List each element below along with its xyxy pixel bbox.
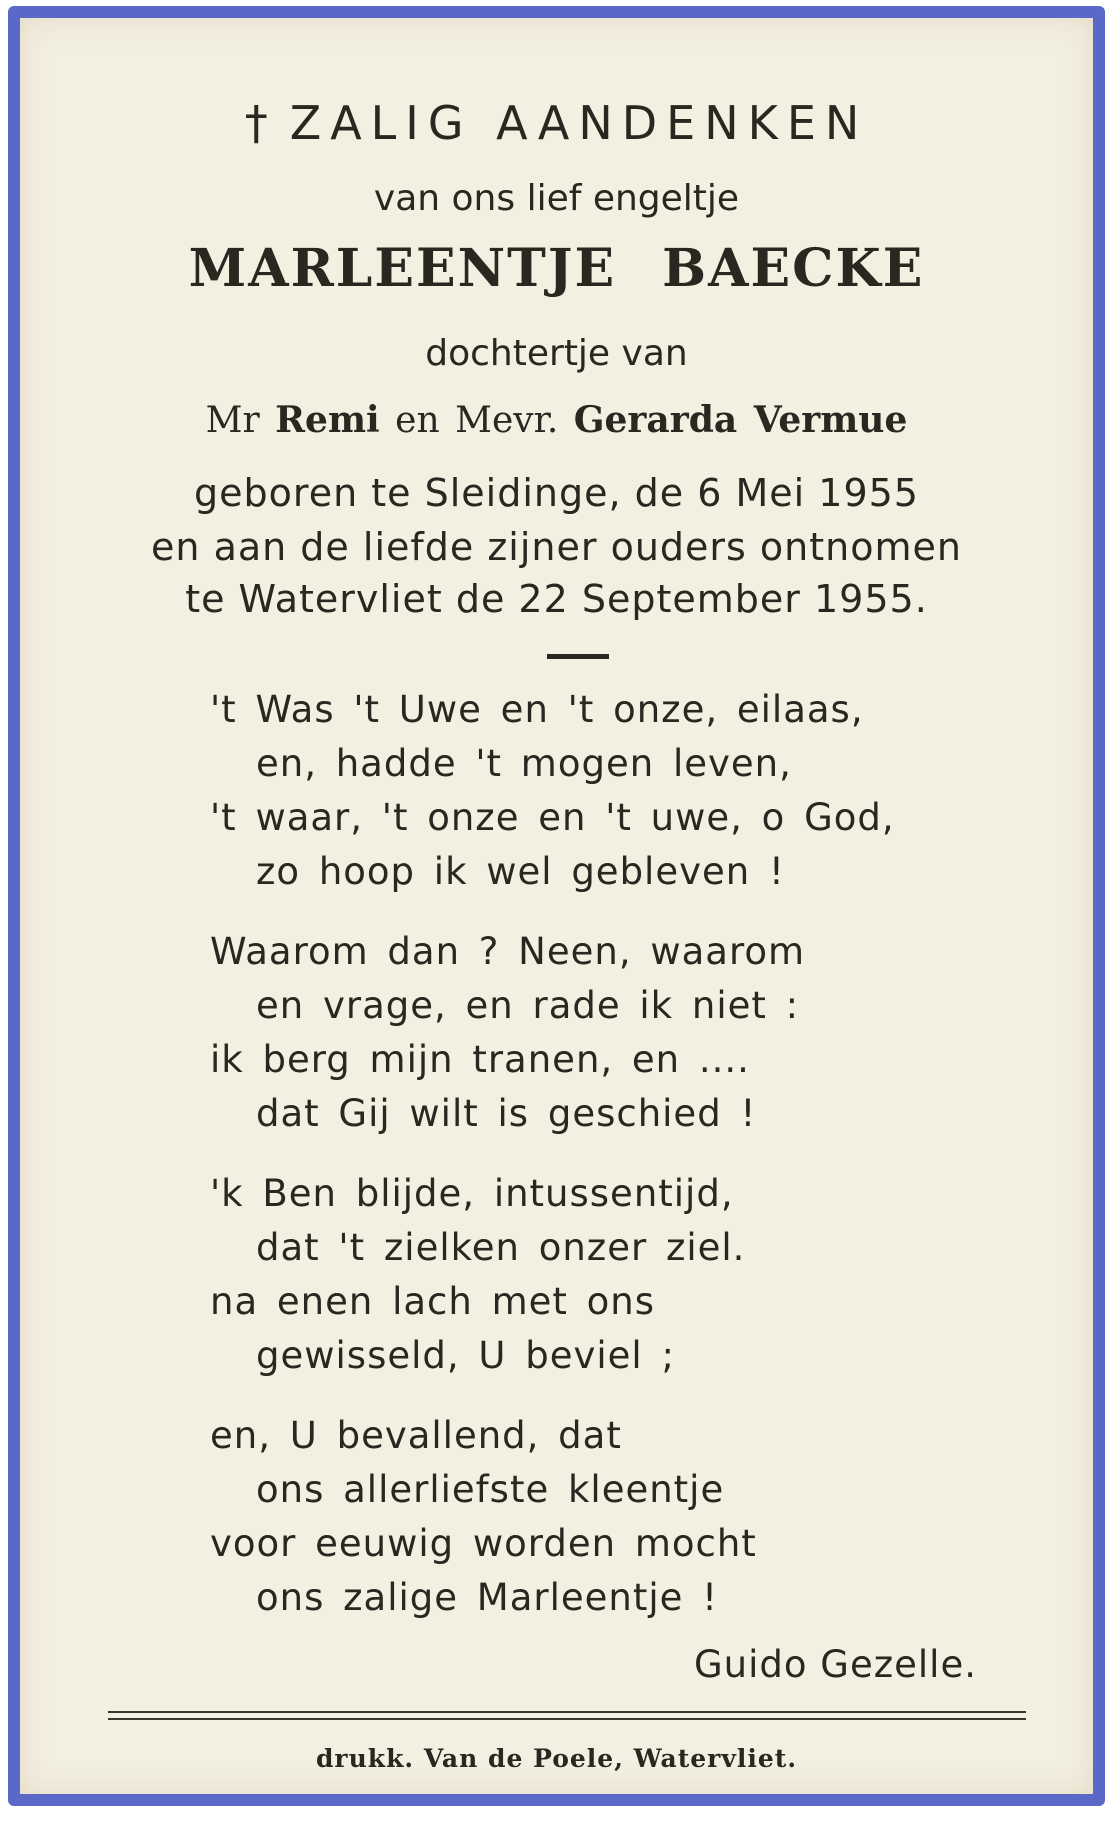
poem-line: dat Gij wilt is geschied ! — [256, 1092, 757, 1135]
poem-line: ons allerliefste kleentje — [256, 1468, 725, 1511]
printer-credit: drukk. Van de Poele, Watervliet. — [315, 1744, 798, 1773]
parent-prefix-mr: Mr — [205, 400, 260, 441]
card-subtitle: van ons lief engeltje — [373, 178, 740, 219]
footer-rule-bottom — [108, 1718, 1026, 1720]
birth-info: geboren te Sleidinge, de 6 Mei 1955 — [194, 471, 919, 515]
poem-stanza — [210, 683, 895, 899]
poem-stanza — [210, 1167, 895, 1383]
poem-stanza — [210, 1409, 895, 1625]
heading-text: ZALIG AANDENKEN — [289, 96, 869, 150]
poem-line: gewisseld, U beviel ; — [256, 1334, 675, 1377]
poem-line: ik berg mijn tranen, en .... — [210, 1038, 750, 1081]
poem-line: en, U bevallend, dat — [210, 1414, 622, 1457]
poem-line: 't waar, 't onze en 't uwe, o God, — [210, 796, 895, 839]
mother-name: Gerarda Vermue — [573, 399, 908, 441]
death-place-info: te Watervliet de 22 September 1955. — [185, 577, 928, 621]
father-name: Remi — [275, 399, 380, 441]
poem — [210, 683, 895, 1651]
poem-line: 't Was 't Uwe en 't onze, eilaas, — [210, 688, 864, 731]
parent-prefix-mevr: Mevr. — [455, 400, 559, 441]
poem-author: Guido Gezelle. — [694, 1643, 977, 1686]
parents-conjunction: en — [395, 400, 440, 441]
poem-line: ons zalige Marleentje ! — [256, 1576, 719, 1619]
deceased-name: MARLEENTJE BAECKE — [188, 238, 925, 299]
parents-line — [20, 399, 1093, 441]
footer-rule-top — [108, 1711, 1026, 1713]
poem-line: dat 't zielken onzer ziel. — [256, 1226, 746, 1269]
daughter-of-label: dochtertje van — [425, 333, 688, 374]
poem-line: en, hadde 't mogen leven, — [256, 742, 792, 785]
poem-line: zo hoop ik wel gebleven ! — [256, 850, 785, 893]
poem-line: Waarom dan ? Neen, waarom — [210, 930, 806, 973]
poem-line: en vrage, en rade ik niet : — [256, 984, 800, 1027]
separator-dash — [547, 654, 609, 659]
poem-line: na enen lach met ons — [210, 1280, 656, 1323]
card-heading — [20, 96, 1093, 150]
memorial-card — [8, 6, 1105, 1806]
poem-line: voor eeuwig worden mocht — [210, 1522, 757, 1565]
poem-line: 'k Ben blijde, intussentijd, — [210, 1172, 734, 1215]
cross-icon: † — [244, 96, 268, 150]
death-info: en aan de liefde zijner ouders ontnomen — [151, 525, 962, 569]
poem-stanza — [210, 925, 895, 1141]
